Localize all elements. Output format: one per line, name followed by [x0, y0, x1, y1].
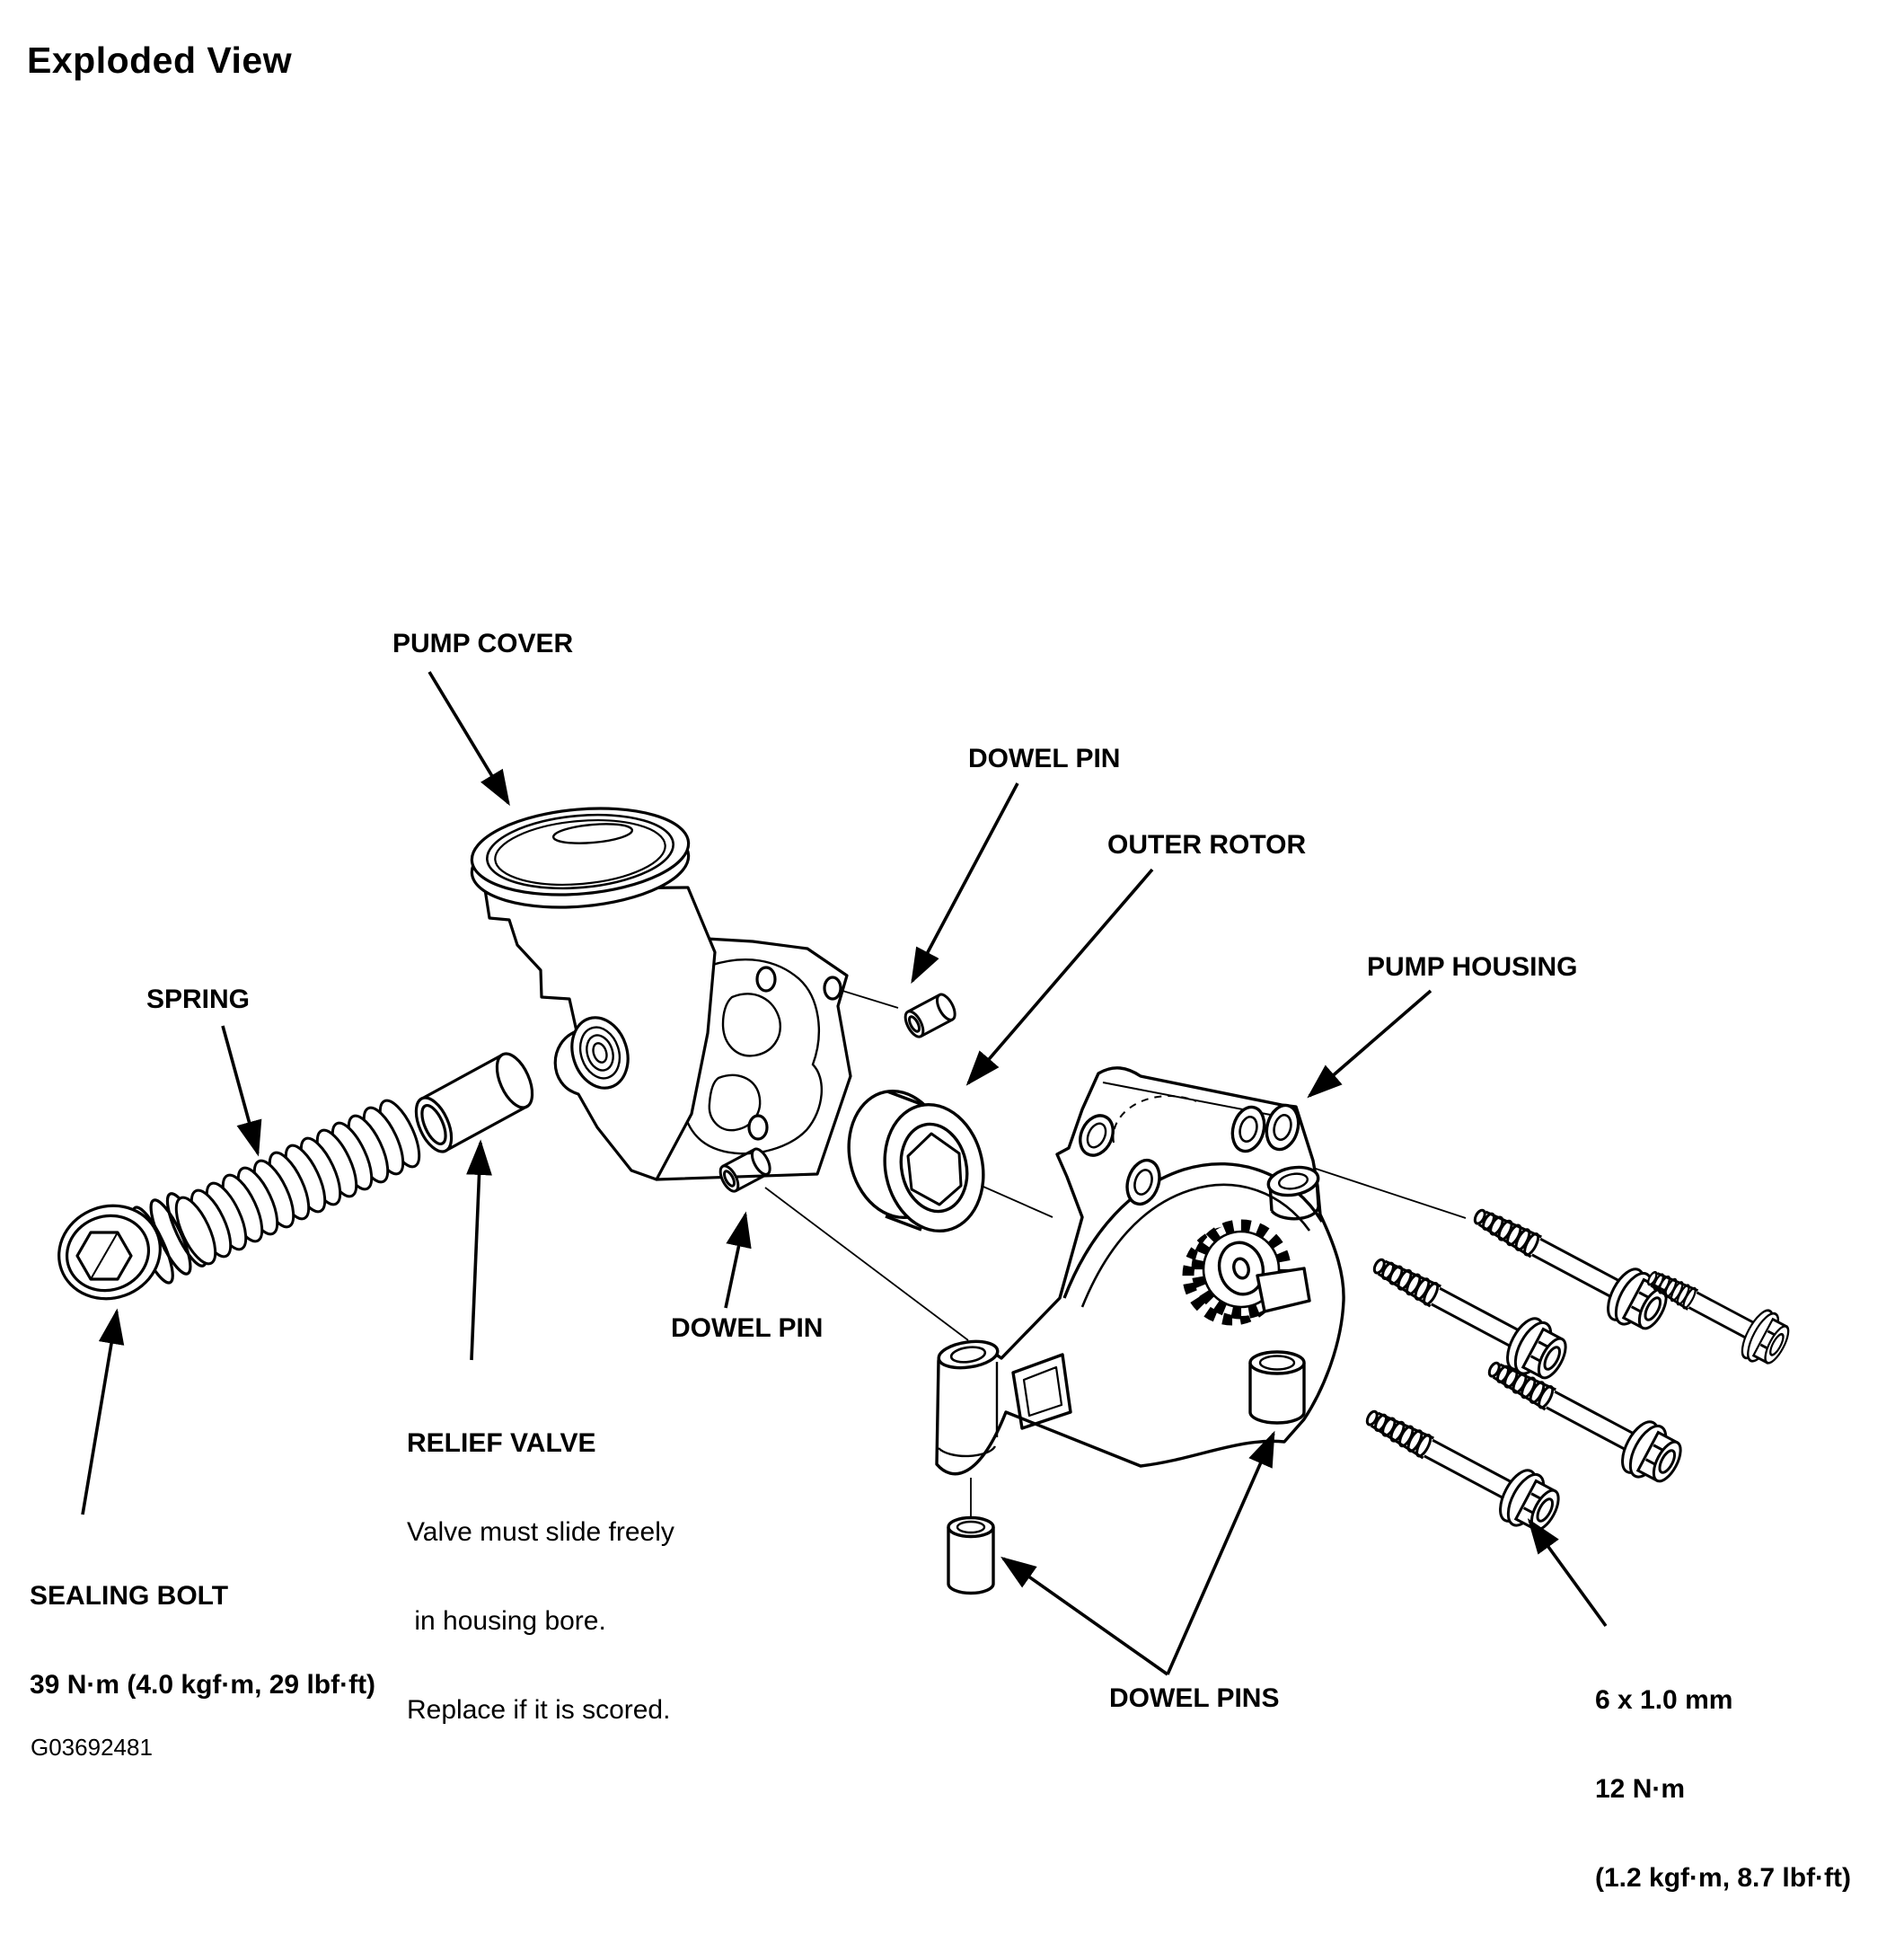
- sealing-bolt-title: SEALING BOLT: [30, 1581, 229, 1611]
- bolt-2: [1362, 1240, 1573, 1387]
- arrow-sealing-bolt: [83, 1312, 117, 1515]
- bolt-5: [1355, 1391, 1566, 1539]
- arrow-outer-rotor: [968, 870, 1152, 1083]
- relief-valve-note-3: Replace if it is scored.: [407, 1695, 671, 1725]
- arrow-dowel-pins-left: [1003, 1559, 1168, 1674]
- label-outer-rotor: OUTER ROTOR: [1107, 830, 1307, 860]
- label-pump-housing: PUMP HOUSING: [1367, 952, 1578, 982]
- bolt-spec-torque: 12 N·m: [1595, 1774, 1686, 1804]
- mounting-bolts-drawing: [1355, 1190, 1795, 1539]
- arrow-dowel-pins-right: [1168, 1434, 1274, 1674]
- label-dowel-pins: DOWEL PINS: [1109, 1683, 1280, 1713]
- spring-drawing: [169, 1095, 428, 1268]
- label-spring: SPRING: [146, 985, 251, 1014]
- figure-code: G03692481: [31, 1734, 153, 1761]
- relief-valve-note-2: in housing bore.: [407, 1606, 606, 1636]
- arrow-relief-valve: [472, 1143, 480, 1360]
- pump-cover-drawing: [468, 800, 851, 1179]
- label-sealing-bolt: [30, 1522, 375, 1759]
- bolt-spec-torque-detail: (1.2 kgf·m, 8.7 lbf·ft): [1595, 1863, 1852, 1893]
- dowel-pin-top-drawing: [902, 992, 958, 1039]
- label-dowel-pin-top: DOWEL PIN: [968, 744, 1121, 773]
- arrow-dowel-pin-mid: [726, 1214, 745, 1308]
- arrow-bolt-spec: [1529, 1521, 1606, 1626]
- page-title: Exploded View: [27, 40, 293, 81]
- arrow-pump-housing: [1309, 991, 1431, 1096]
- label-dowel-pin-mid: DOWEL PIN: [671, 1313, 824, 1343]
- bolt-1: [1463, 1190, 1674, 1338]
- pump-housing-drawing: [937, 1068, 1344, 1474]
- bolt-spec-size: 6 x 1.0 mm: [1595, 1685, 1733, 1715]
- label-pump-cover: PUMP COVER: [392, 629, 574, 658]
- arrow-spring: [223, 1026, 258, 1153]
- label-relief-valve: [407, 1369, 674, 1784]
- relief-valve-title: RELIEF VALVE: [407, 1428, 596, 1458]
- relief-valve-note-1: Valve must slide freely: [407, 1517, 674, 1547]
- sealing-bolt-torque: 39 N·m (4.0 kgf·m, 29 lbf·ft): [30, 1670, 376, 1700]
- arrow-dowel-pin-top: [912, 783, 1018, 981]
- arrow-pump-cover: [429, 672, 508, 803]
- relief-valve-drawing: [409, 1048, 539, 1156]
- label-bolt-spec: [1595, 1626, 1851, 1952]
- outer-rotor-drawing: [837, 1082, 994, 1240]
